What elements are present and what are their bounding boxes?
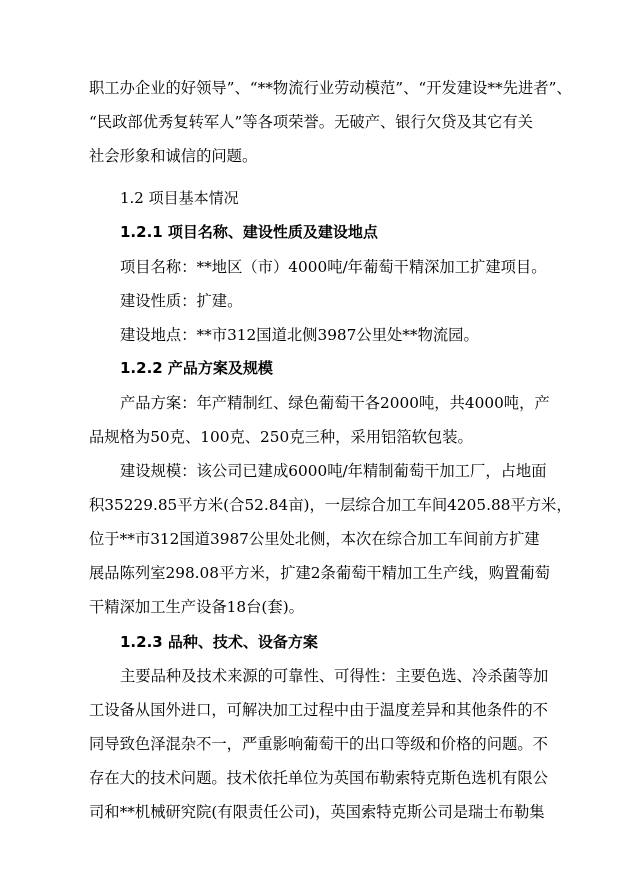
body-text-line: 位于**市312国道3987公里处北侧，本次在综合加工车间前方扩建 [89, 530, 540, 548]
body-text-line: 主要品种及技术来源的可靠性、可得性：主要色选、冷杀菌等加 [120, 667, 549, 685]
body-text-line: 职工办企业的好领导”、“**物流行业劳动模范”、“开发建设**先进者”、 [89, 79, 572, 97]
body-text-line: 社会形象和诚信的问题。 [89, 147, 258, 165]
body-text-line: 积35229.85平方米(合52.84亩)，一层综合加工车间4205.88平方米， [89, 496, 572, 514]
body-text-line: 产品方案：年产精制红、绿色葡萄干各2000吨，共4000吨，产 [120, 394, 550, 412]
body-text-line: 同导致色泽混杂不一，严重影响葡萄干的出口等级和价格的问题。不 [89, 735, 548, 753]
body-text-line: 建设地点：**市312国道北侧3987公里处**物流园。 [120, 326, 479, 344]
body-text-line: 项目名称：**地区（市）4000吨/年葡萄干精深加工扩建项目。 [120, 258, 547, 276]
body-text-line: 展品陈列室298.08平方米，扩建2条葡萄干精加工生产线，购置葡萄 [89, 564, 550, 582]
subsection-heading-1-2-2: 1.2.2 产品方案及规模 [120, 359, 273, 377]
body-text-line: 建设规模：该公司已建成6000吨/年精制葡萄干加工厂，占地面 [120, 462, 547, 480]
body-text-line: 干精深加工生产设备18台(套)。 [89, 598, 304, 616]
section-heading-1-2: 1.2 项目基本情况 [120, 189, 239, 207]
body-text-line: 品规格为50克、100克、250克三种，采用铝箔软包装。 [89, 428, 473, 446]
body-text-line: 工设备从国外进口，可解决加工过程中由于温度差异和其他条件的不 [89, 701, 548, 719]
subsection-heading-1-2-1: 1.2.1 项目名称、建设性质及建设地点 [120, 223, 378, 241]
subsection-heading-1-2-3: 1.2.3 品种、技术、设备方案 [120, 633, 318, 651]
body-text-line: 建设性质：扩建。 [120, 292, 243, 310]
body-text-line: 司和**机械研究院(有限责任公司)，英国索特克斯公司是瑞士布勒集 [89, 803, 545, 821]
body-text-line: “民政部优秀复转军人”等各项荣誉。无破产、银行欠贷及其它有关 [89, 113, 533, 131]
body-text-line: 存在大的技术问题。技术依托单位为英国布勒索特克斯色选机有限公 [89, 769, 548, 787]
